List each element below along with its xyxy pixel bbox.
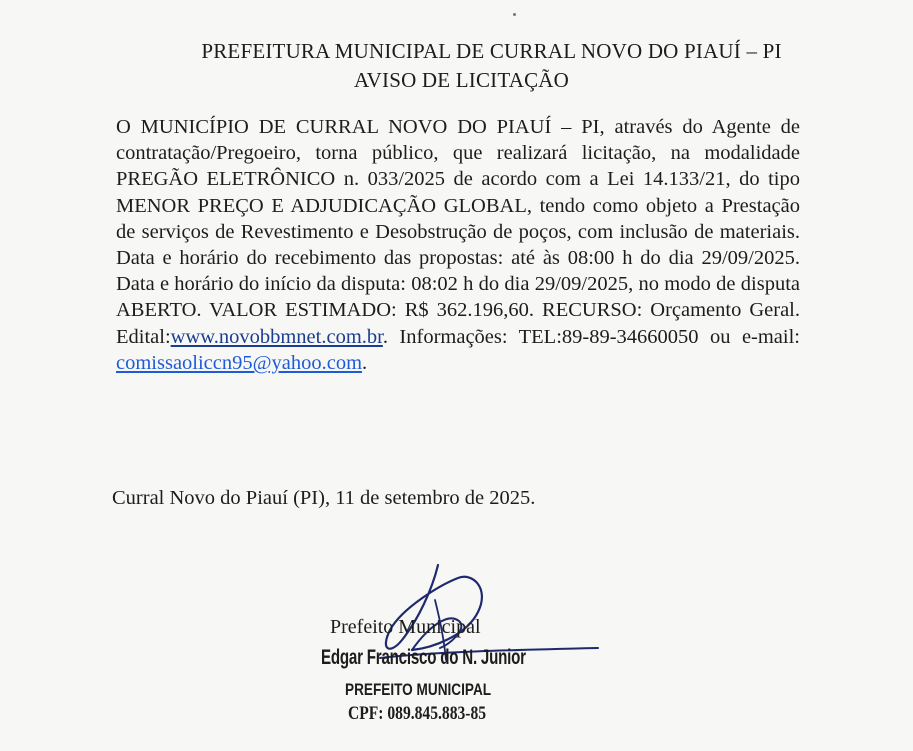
date-place-line: Curral Novo do Piauí (PI), 11 de setembro de 2025. — [112, 487, 536, 509]
scan-dot — [513, 13, 516, 16]
header-prefeitura: PREFEITURA MUNICIPAL DE CURRAL NOVO DO PIAUÍ – PI — [201, 39, 782, 63]
notice-text-main: O MUNICÍPIO DE CURRAL NOVO DO PIAUÍ – PI, através do Agente de contratação/Pregoeiro, torna público, que realizará licitação, na modalidade PREGÃO ELETRÔNICO n. 033/2025 de acordo com a Lei 14.133/21, do tipo MENOR PREÇO E ADJUDICAÇÃO GLOBAL, tendo como objeto a Prestação de serviços de Revestimento e Desobstrução de poços, com inclusão de materiais. Data e horário do recebimento das propostas: até às 08:00 h do dia 29/09/2025. Data e horário do início da disputa: 08:02 h do dia 29/09/2025, no modo de disputa ABERTO. VALOR ESTIMADO: R$ 362.196,60. RECURSO: Orçamento Geral. Edital: — [116, 116, 800, 348]
document-header — [0, 37, 913, 95]
signature-title: Prefeito Municipal — [330, 616, 481, 638]
notice-text-end: . — [362, 351, 368, 374]
stamp-name: Edgar Francisco do N. Junior — [321, 646, 526, 669]
stamp-cpf: CPF: 089.845.883-85 — [348, 703, 487, 724]
edital-website-link[interactable]: www.novobbmnet.com.br — [170, 325, 383, 348]
signature-block — [0, 560, 913, 750]
email-link[interactable]: comissaoliccn95@yahoo.com — [116, 351, 363, 374]
header-aviso: AVISO DE LICITAÇÃO — [353, 68, 570, 92]
notice-body — [116, 114, 800, 376]
stamp-role: PREFEITO MUNICIPAL — [345, 680, 492, 699]
notice-text-contact: . Informações: TEL:89-89-34660050 ou e-mail: — [382, 325, 800, 348]
